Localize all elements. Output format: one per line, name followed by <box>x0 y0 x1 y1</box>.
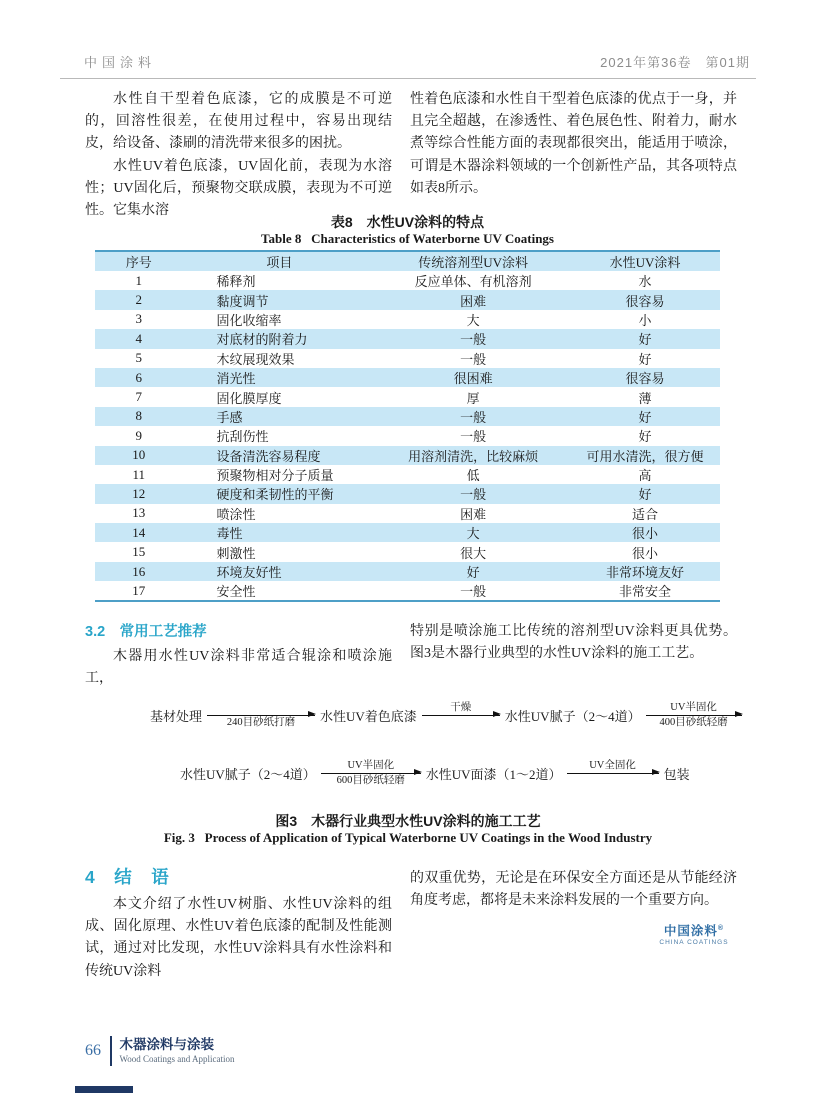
process-flow-row-1 <box>148 700 745 730</box>
table-cell: 硬度和柔韧性的平衡 <box>216 487 334 503</box>
table-row <box>95 446 720 465</box>
arrow-line-icon <box>207 715 315 716</box>
table-cell: 15 <box>132 544 146 560</box>
section-4-left-column <box>85 894 392 983</box>
table-cell: 一般 <box>460 409 487 425</box>
table-header-cell: 水性UV涂料 <box>609 255 681 270</box>
flow-arrow-label: 干燥 <box>450 702 472 713</box>
table-cell: 水 <box>638 274 652 290</box>
table-row <box>95 407 720 426</box>
flow-arrow <box>646 700 742 730</box>
table-row <box>95 523 720 542</box>
table-cell: 3 <box>135 311 142 327</box>
page-header <box>60 52 756 79</box>
flow-arrow-label: UV全固化 <box>589 760 636 771</box>
column-title-en: Wood Coatings and Application <box>119 1054 235 1064</box>
table-cell: 11 <box>132 466 146 482</box>
table-row <box>95 387 720 406</box>
section-heading-3-2: 3.2 常用工艺推荐 <box>85 624 207 640</box>
table-title-en: Table 8 Characteristics of Waterborne UV Coatings <box>261 231 554 246</box>
table-head <box>95 251 720 271</box>
table-row <box>95 562 720 581</box>
table-row <box>95 426 720 445</box>
figure-caption-zh: 图3 木器行业典型水性UV涂料的施工工艺 <box>275 813 541 829</box>
table-cell: 1 <box>135 272 142 288</box>
table-cell: 小 <box>638 312 652 328</box>
table-cell: 喷涂性 <box>216 506 256 522</box>
paragraph: 木器用水性UV涂料非常适合辊涂和喷涂施工， <box>85 649 392 687</box>
table-cell: 很大 <box>460 545 487 561</box>
table-cell: 黏度调节 <box>216 293 269 309</box>
table-header-row <box>95 251 720 271</box>
flow-arrow <box>422 700 500 730</box>
table-cell: 高 <box>638 468 652 484</box>
table-cell: 6 <box>135 369 142 385</box>
table-cell: 很小 <box>631 526 658 542</box>
table-cell: 反应单体、有机溶剂 <box>414 274 532 290</box>
table-cell: 好 <box>638 409 652 425</box>
table-row <box>95 271 720 290</box>
table-cell: 消光性 <box>216 371 256 387</box>
table-cell: 非常安全 <box>618 584 671 600</box>
flow-arrow-label: 240目砂纸打磨 <box>226 717 296 728</box>
table-cell: 5 <box>135 350 142 366</box>
flow-node: 水性UV腻子（2～4道） <box>180 766 316 782</box>
table-cell: 很小 <box>631 545 658 561</box>
uv-coatings-comparison-table <box>95 250 720 602</box>
flow-arrow <box>207 700 315 730</box>
footer-column-titles <box>120 1037 235 1065</box>
table-cell: 环境友好性 <box>216 565 282 581</box>
table-row <box>95 542 720 561</box>
table-cell: 好 <box>466 565 480 581</box>
arrow-line-icon <box>646 715 742 716</box>
table-cell: 一般 <box>460 351 487 367</box>
table-cell: 抗刮伤性 <box>216 429 269 445</box>
table-cell: 2 <box>135 292 142 308</box>
paragraph: 水性自干型着色底漆，它的成膜是不可逆的，回溶性很差，在使用过程中，容易出现结皮，给设备、漆刷的清洗带来很多的困扰。 <box>85 92 392 152</box>
table-row <box>95 290 720 309</box>
flow-arrow-label: 600目砂纸轻磨 <box>336 775 405 786</box>
registered-mark-icon: ® <box>717 924 725 932</box>
table-row <box>95 310 720 329</box>
paragraph: 本文介绍了水性UV树脂、水性UV涂料的组成、固化原理、水性UV着色底漆的配制及性能测试，通过对比发现，水性UV涂料具有水性涂料和传统UV涂料 <box>85 897 392 979</box>
table-cell: 预聚物相对分子质量 <box>216 468 334 484</box>
table-cell: 低 <box>466 468 480 484</box>
uv-table-body <box>95 271 720 601</box>
table-header-cell: 传统溶剂型UV涂料 <box>418 255 529 270</box>
paragraph: 的双重优势，无论是在环保安全方面还是从节能经济角度考虑，都将是未来涂料发展的一个重要方向。 <box>410 871 737 909</box>
table-cell: 手感 <box>216 409 243 425</box>
table-cell: 稀释剂 <box>216 274 256 290</box>
table-row <box>95 484 720 503</box>
flow-arrow <box>567 758 659 788</box>
logo-text-en: CHINA COATINGS <box>659 939 729 946</box>
table-row <box>95 504 720 523</box>
table-cell: 好 <box>638 351 652 367</box>
issue-info: 2021年第36卷 第01期 <box>600 55 750 70</box>
page-number: 66 <box>85 1042 101 1059</box>
table-cell: 4 <box>135 330 142 346</box>
table-cell: 好 <box>638 429 652 445</box>
table-cell: 一般 <box>460 487 487 503</box>
logo-text-zh: 中国涂料® <box>663 924 725 938</box>
table-title-zh: 表8 水性UV涂料的特点 <box>330 214 485 230</box>
page-footer <box>85 1036 235 1066</box>
table-cell: 安全性 <box>216 584 256 600</box>
table-cell: 毒性 <box>216 526 243 542</box>
process-flow-row-2 <box>178 758 692 788</box>
table-cell: 大 <box>466 312 480 328</box>
column-title-zh: 木器涂料与涂装 <box>119 1037 214 1052</box>
table-cell: 8 <box>135 408 142 424</box>
table-cell: 大 <box>466 526 480 542</box>
figure-caption-en: Fig. 3 Process of Application of Typical Waterborne UV Coatings in the Wood Industry <box>163 830 653 845</box>
flow-arrow-label: 400目砂纸轻磨 <box>659 717 728 728</box>
footer-divider <box>110 1036 112 1066</box>
flow-arrow-label: UV半固化 <box>347 760 395 771</box>
table-cell: 刺激性 <box>216 545 256 561</box>
footer-accent-bar <box>75 1086 133 1093</box>
flow-node: 基材处理 <box>150 708 203 724</box>
table-cell: 10 <box>132 447 146 463</box>
flow-node: 水性UV腻子（2～4道） <box>504 708 641 724</box>
section-3-2-left-column <box>85 646 392 690</box>
table-cell: 对底材的附着力 <box>216 332 308 348</box>
table-cell: 用溶剂清洗，比较麻烦 <box>408 448 539 464</box>
table-cell: 14 <box>132 524 146 540</box>
table-cell: 13 <box>132 505 146 521</box>
paragraph: 水性UV着色底漆，UV固化前，表现为水溶性；UV固化后，预聚物交联成膜，表现为不可逆性。它集水溶 <box>85 158 392 219</box>
table-row <box>95 368 720 387</box>
table-cell: 很困难 <box>453 371 493 387</box>
table-cell: 厚 <box>466 390 480 406</box>
table-row <box>95 349 720 368</box>
section-3-2-right-column <box>410 621 737 665</box>
table-cell: 很容易 <box>625 371 665 387</box>
table-header-cell: 项目 <box>266 255 293 270</box>
table-cell: 固化膜厚度 <box>216 390 282 406</box>
table-row <box>95 465 720 484</box>
intro-right-column <box>410 89 737 200</box>
arrow-line-icon <box>321 773 421 774</box>
table-cell: 木纹展现效果 <box>216 351 295 367</box>
table-row <box>95 581 720 601</box>
table-cell: 可用水清洗，很方便 <box>586 448 704 464</box>
flow-arrow <box>321 758 421 788</box>
flow-node: 水性UV着色底漆 <box>320 708 417 724</box>
china-coatings-logo <box>648 921 740 946</box>
table-cell: 好 <box>638 487 652 503</box>
table-cell: 12 <box>132 485 146 501</box>
section-4-right-column <box>410 868 737 912</box>
table-header-cell: 序号 <box>125 255 152 270</box>
section-heading-4: 4 结 语 <box>85 867 170 887</box>
table-cell: 困难 <box>460 506 487 522</box>
table-cell: 很容易 <box>625 293 665 309</box>
table-cell: 困难 <box>460 293 487 309</box>
paragraph: 性着色底漆和水性自干型着色底漆的优点于一身，并且完全超越，在渗透性、着色展色性、附着力，耐水煮等综合性能方面的表现都很突出，能适用于喷涂，可谓是木器涂料领域的一个创新性产品，其各项特点如表8所示。 <box>410 92 737 196</box>
table-cell: 设备清洗容易程度 <box>216 448 321 464</box>
table-cell: 7 <box>135 389 142 405</box>
table-cell: 一般 <box>460 584 487 600</box>
table-cell: 好 <box>638 332 652 348</box>
table-cell: 17 <box>132 582 146 598</box>
paragraph: 特别是喷涂施工比传统的溶剂型UV涂料更具优势。图3是木器行业典型的水性UV涂料的施工工艺。 <box>410 624 737 662</box>
journal-name: 中国涂料 <box>84 55 157 70</box>
table-cell: 适合 <box>631 506 658 522</box>
arrow-line-icon <box>567 773 659 774</box>
table-cell: 薄 <box>638 390 652 406</box>
table-cell: 固化收缩率 <box>216 312 282 328</box>
table-cell: 一般 <box>460 429 487 445</box>
arrow-line-icon <box>422 715 500 716</box>
flow-node: 水性UV面漆（1～2道） <box>425 766 562 782</box>
table-cell: 9 <box>135 427 142 443</box>
intro-left-column <box>85 89 392 222</box>
flow-node: 包装 <box>663 766 690 782</box>
table-cell: 16 <box>132 563 146 579</box>
table-cell: 非常环境友好 <box>605 565 684 581</box>
table-cell: 一般 <box>460 332 487 348</box>
table-row <box>95 329 720 348</box>
flow-arrow-label: UV半固化 <box>670 702 717 713</box>
